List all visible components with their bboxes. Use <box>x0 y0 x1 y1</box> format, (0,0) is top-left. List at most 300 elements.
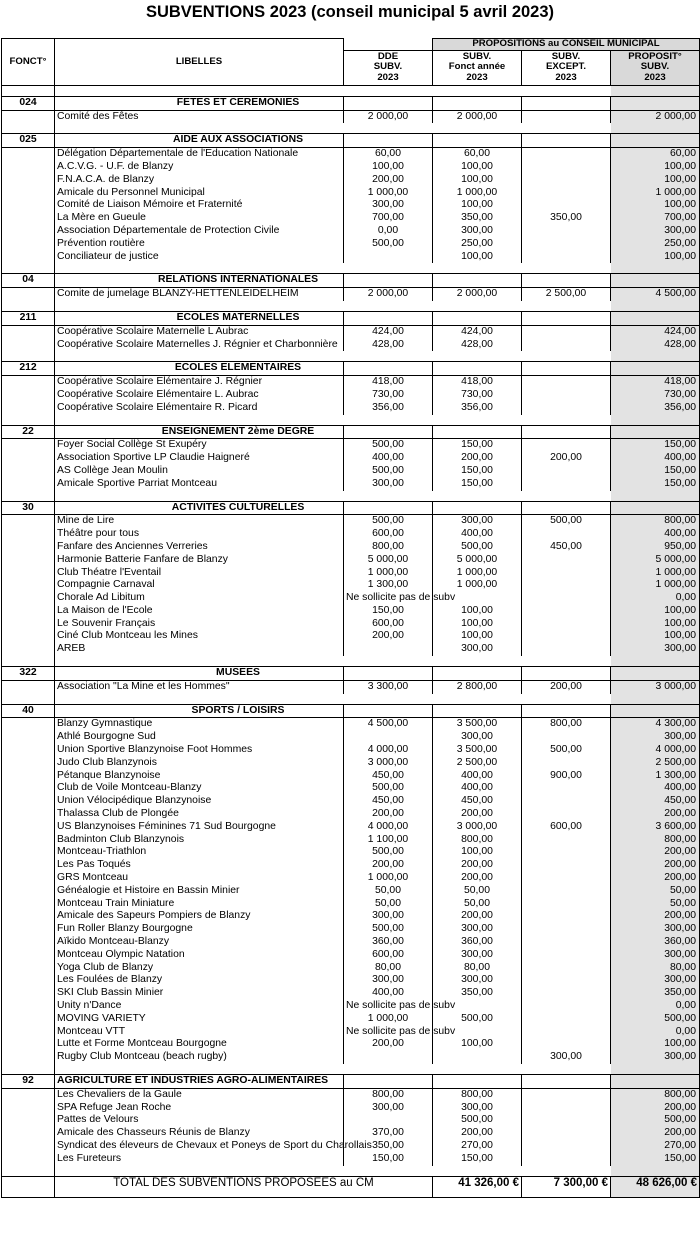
except-value: 800,00 <box>522 718 611 731</box>
fonct-cell <box>2 187 55 200</box>
section-code: 92 <box>2 1074 55 1088</box>
table-row <box>2 949 700 962</box>
except-value <box>522 528 611 541</box>
section-cell <box>522 501 611 515</box>
dde-value: 1 000,00 <box>344 1013 433 1026</box>
spacer-cell <box>611 1166 700 1177</box>
fonct-annee-value: 300,00 <box>433 974 522 987</box>
dde-value: 100,00 <box>344 161 433 174</box>
dde-value: 730,00 <box>344 389 433 402</box>
except-value <box>522 808 611 821</box>
fonct-annee-value: 5 000,00 <box>433 554 522 567</box>
proposit-value: 1 000,00 <box>611 187 700 200</box>
proposit-value: 3 000,00 <box>611 680 700 693</box>
section-cell <box>522 704 611 718</box>
section-code: 30 <box>2 501 55 515</box>
proposit-value: 2 000,00 <box>611 110 700 123</box>
section-cell <box>522 362 611 376</box>
spacer-cell <box>55 1166 344 1177</box>
fonct-cell <box>2 731 55 744</box>
row-label: Lutte et Forme Montceau Bourgogne <box>55 1038 344 1051</box>
fonct-cell <box>2 376 55 389</box>
dde-value: 1 000,00 <box>344 187 433 200</box>
row-label: MOVING VARIETY <box>55 1013 344 1026</box>
section-cell <box>611 425 700 439</box>
dde-value: 1 100,00 <box>344 834 433 847</box>
spacer-cell <box>433 656 522 667</box>
table-row <box>2 1051 700 1064</box>
fonct-annee-value: 200,00 <box>433 872 522 885</box>
row-label: Aïkido Montceau-Blanzy <box>55 936 344 949</box>
section-header <box>2 362 700 376</box>
proposit-value: 400,00 <box>611 782 700 795</box>
table-row <box>2 541 700 554</box>
table-row <box>2 465 700 478</box>
spacer-cell <box>55 415 344 426</box>
except-value: 200,00 <box>522 680 611 693</box>
table-row <box>2 821 700 834</box>
proposit-value: 200,00 <box>611 846 700 859</box>
proposit-value: 700,00 <box>611 212 700 225</box>
table-row <box>2 885 700 898</box>
row-label: A.C.V.G. - U.F. de Blanzy <box>55 161 344 174</box>
section-title: SPORTS / LOISIRS <box>55 704 344 718</box>
fonct-annee-value: 360,00 <box>433 936 522 949</box>
proposit-value: 450,00 <box>611 795 700 808</box>
section-spacer <box>2 301 700 312</box>
section-cell <box>344 134 433 148</box>
fonct-cell <box>2 238 55 251</box>
fonct-cell <box>2 962 55 975</box>
spacer-cell <box>2 351 55 362</box>
spacer-cell <box>344 1064 433 1075</box>
except-value <box>522 554 611 567</box>
section-title: ENSEIGNEMENT 2ème DEGRE <box>55 425 344 439</box>
table-row <box>2 1088 700 1101</box>
except-value <box>522 974 611 987</box>
row-label: Chorale Ad Libitum <box>55 592 344 605</box>
section-header <box>2 501 700 515</box>
proposit-value: 356,00 <box>611 402 700 415</box>
fonct-annee-value: 270,00 <box>433 1140 522 1153</box>
proposit-value: 200,00 <box>611 872 700 885</box>
row-label: Amicale des Sapeurs Pompiers de Blanzy <box>55 910 344 923</box>
except-value <box>522 402 611 415</box>
spacer-cell <box>2 656 55 667</box>
except-value <box>522 643 611 656</box>
row-label: Unity n'Dance <box>55 1000 344 1013</box>
except-value <box>522 885 611 898</box>
dde-value: 370,00 <box>344 1127 433 1140</box>
dde-value: 150,00 <box>344 1153 433 1166</box>
table-row <box>2 251 700 264</box>
table-row <box>2 528 700 541</box>
section-cell <box>611 134 700 148</box>
row-label: Syndicat des éleveurs de Chevaux et Poneys de Sport du Charollais <box>55 1140 344 1153</box>
except-value <box>522 795 611 808</box>
spacer-cell <box>344 1166 433 1177</box>
dde-value: 2 000,00 <box>344 288 433 301</box>
spacer-cell <box>433 263 522 274</box>
section-cell <box>522 96 611 110</box>
except-value <box>522 782 611 795</box>
dde-value: 4 500,00 <box>344 718 433 731</box>
table-row <box>2 605 700 618</box>
row-label: AS Collège Jean Moulin <box>55 465 344 478</box>
except-value <box>522 325 611 338</box>
fonct-annee-value: 100,00 <box>433 1038 522 1051</box>
spacer-cell <box>2 491 55 502</box>
table-row <box>2 744 700 757</box>
proposit-value: 500,00 <box>611 1013 700 1026</box>
section-cell <box>433 1074 522 1088</box>
dde-value: 1 300,00 <box>344 579 433 592</box>
table-row <box>2 859 700 872</box>
table-row <box>2 1114 700 1127</box>
section-cell <box>344 96 433 110</box>
header-except: SUBV. EXCEPT. 2023 <box>522 50 611 85</box>
dde-value: 600,00 <box>344 528 433 541</box>
section-cell <box>344 311 433 325</box>
row-label: Compagnie Carnaval <box>55 579 344 592</box>
fonct-annee-value: 450,00 <box>433 795 522 808</box>
fonct-cell <box>2 592 55 605</box>
table-row <box>2 478 700 491</box>
spacer-cell <box>55 491 344 502</box>
row-label: Les Fureteurs <box>55 1153 344 1166</box>
section-cell <box>433 274 522 288</box>
fonct-annee-value: 200,00 <box>433 808 522 821</box>
except-value <box>522 225 611 238</box>
section-spacer <box>2 491 700 502</box>
section-cell <box>611 1074 700 1088</box>
total-label: TOTAL DES SUBVENTIONS PROPOSEES au CM <box>55 1176 433 1197</box>
dde-value: 400,00 <box>344 452 433 465</box>
spacer-cell <box>522 301 611 312</box>
fonct-cell <box>2 1114 55 1127</box>
fonct-annee-value: 500,00 <box>433 541 522 554</box>
dde-value: 350,00 <box>344 1140 433 1153</box>
fonct-cell <box>2 808 55 821</box>
spacer-cell <box>433 301 522 312</box>
section-code: 22 <box>2 425 55 439</box>
header-fonct-annee: SUBV. Fonct année 2023 <box>433 50 522 85</box>
section-code: 024 <box>2 96 55 110</box>
proposit-value: 200,00 <box>611 1102 700 1115</box>
fonct-annee-value: 356,00 <box>433 402 522 415</box>
dde-value: 200,00 <box>344 808 433 821</box>
row-label: Foyer Social Collège St Exupéry <box>55 439 344 452</box>
spacer-cell <box>611 123 700 134</box>
spacer-cell <box>2 415 55 426</box>
section-cell <box>522 274 611 288</box>
section-header <box>2 667 700 681</box>
dde-value: 300,00 <box>344 478 433 491</box>
fonct-cell <box>2 718 55 731</box>
fonct-cell <box>2 251 55 264</box>
spacer-cell <box>55 1064 344 1075</box>
fonct-annee-value: 350,00 <box>433 987 522 1000</box>
proposit-value: 1 300,00 <box>611 770 700 783</box>
section-cell <box>344 1074 433 1088</box>
dde-value: 80,00 <box>344 962 433 975</box>
section-cell <box>522 134 611 148</box>
spacer-cell <box>522 351 611 362</box>
except-value <box>522 898 611 911</box>
section-title: ECOLES MATERNELLES <box>55 311 344 325</box>
except-value: 600,00 <box>522 821 611 834</box>
spacer-cell <box>2 123 55 134</box>
row-label: Fanfare des Anciennes Verreries <box>55 541 344 554</box>
row-label: Athlé Bourgogne Sud <box>55 731 344 744</box>
table-body <box>2 85 700 1176</box>
spacer-cell <box>433 123 522 134</box>
table-row <box>2 199 700 212</box>
section-spacer <box>2 351 700 362</box>
except-value <box>522 1114 611 1127</box>
header-proposit: PROPOSIT° SUBV. 2023 <box>611 50 700 85</box>
except-value <box>522 936 611 949</box>
row-label: Harmonie Batterie Fanfare de Blanzy <box>55 554 344 567</box>
proposit-value: 80,00 <box>611 962 700 975</box>
fonct-cell <box>2 1153 55 1166</box>
except-value <box>522 174 611 187</box>
except-value <box>522 859 611 872</box>
dde-value: 50,00 <box>344 898 433 911</box>
proposit-value: 300,00 <box>611 923 700 936</box>
fonct-annee-value: 150,00 <box>433 465 522 478</box>
fonct-cell <box>2 630 55 643</box>
header-fonct: FONCT° <box>2 39 55 86</box>
fonct-cell <box>2 554 55 567</box>
section-cell <box>433 362 522 376</box>
section-title: ECOLES ELEMENTAIRES <box>55 362 344 376</box>
fonct-annee-value: 300,00 <box>433 923 522 936</box>
fonct-cell <box>2 515 55 528</box>
fonct-annee-value: 100,00 <box>433 618 522 631</box>
proposit-value: 4 300,00 <box>611 718 700 731</box>
row-label: Montceau VTT <box>55 1026 344 1039</box>
except-value <box>522 757 611 770</box>
proposit-value: 300,00 <box>611 974 700 987</box>
fonct-annee-value: 100,00 <box>433 199 522 212</box>
row-label: Blanzy Gymnastique <box>55 718 344 731</box>
row-label: La Mère en Gueule <box>55 212 344 225</box>
dde-value: 600,00 <box>344 618 433 631</box>
fonct-cell <box>2 402 55 415</box>
fonct-annee-value: 2 800,00 <box>433 680 522 693</box>
fonct-annee-value <box>433 1051 522 1064</box>
fonct-annee-value: 2 500,00 <box>433 757 522 770</box>
row-label: Judo Club Blanzynois <box>55 757 344 770</box>
except-value <box>522 592 611 605</box>
section-spacer <box>2 694 700 705</box>
fonct-cell <box>2 567 55 580</box>
section-spacer <box>2 656 700 667</box>
section-cell <box>344 425 433 439</box>
row-label: Club Théatre l'Eventail <box>55 567 344 580</box>
fonct-annee-value: 1 000,00 <box>433 187 522 200</box>
fonct-cell <box>2 643 55 656</box>
table-row <box>2 974 700 987</box>
dde-value: 60,00 <box>344 148 433 161</box>
spacer-cell <box>433 85 522 96</box>
fonct-cell <box>2 1127 55 1140</box>
proposit-value: 424,00 <box>611 325 700 338</box>
section-spacer <box>2 1064 700 1075</box>
table-row <box>2 212 700 225</box>
table-row <box>2 936 700 949</box>
row-label: Amicale des Chasseurs Réunis de Blanzy <box>55 1127 344 1140</box>
fonct-annee-value: 100,00 <box>433 846 522 859</box>
dde-value <box>344 731 433 744</box>
proposit-value: 730,00 <box>611 389 700 402</box>
except-value <box>522 376 611 389</box>
dde-value: 500,00 <box>344 846 433 859</box>
section-spacer <box>2 263 700 274</box>
fonct-cell <box>2 212 55 225</box>
row-label: Amicale du Personnel Municipal <box>55 187 344 200</box>
proposit-value: 100,00 <box>611 618 700 631</box>
section-cell <box>611 96 700 110</box>
row-label: Pattes de Velours <box>55 1114 344 1127</box>
dde-value: 500,00 <box>344 465 433 478</box>
dde-value: Ne sollicite pas de subv <box>344 592 433 605</box>
table-row <box>2 579 700 592</box>
proposit-value: 950,00 <box>611 541 700 554</box>
dde-value: 800,00 <box>344 541 433 554</box>
spacer-cell <box>611 415 700 426</box>
dde-value: 500,00 <box>344 515 433 528</box>
section-spacer <box>2 123 700 134</box>
section-header <box>2 425 700 439</box>
dde-value <box>344 1051 433 1064</box>
spacer-cell <box>344 123 433 134</box>
except-value <box>522 465 611 478</box>
fonct-cell <box>2 898 55 911</box>
spacer-cell <box>55 123 344 134</box>
dde-value: 1 000,00 <box>344 567 433 580</box>
except-value <box>522 567 611 580</box>
proposit-value: 800,00 <box>611 834 700 847</box>
fonct-cell <box>2 744 55 757</box>
section-header <box>2 134 700 148</box>
table-row <box>2 238 700 251</box>
spacer-cell <box>344 85 433 96</box>
spacer-cell <box>55 656 344 667</box>
section-cell <box>344 362 433 376</box>
fonct-annee-value: 200,00 <box>433 910 522 923</box>
fonct-cell <box>2 1140 55 1153</box>
fonct-annee-value: 730,00 <box>433 389 522 402</box>
section-code: 211 <box>2 311 55 325</box>
except-value: 200,00 <box>522 452 611 465</box>
section-spacer <box>2 85 700 96</box>
section-title: AIDE AUX ASSOCIATIONS <box>55 134 344 148</box>
fonct-annee-value: 400,00 <box>433 770 522 783</box>
spacer-cell <box>611 491 700 502</box>
table-row <box>2 1140 700 1153</box>
spacer-cell <box>433 351 522 362</box>
row-label: Coopérative Scolaire Maternelles J. Régnier et Charbonnière <box>55 339 344 352</box>
table-row <box>2 439 700 452</box>
proposit-value: 300,00 <box>611 1051 700 1064</box>
table-row <box>2 680 700 693</box>
proposit-value: 350,00 <box>611 987 700 1000</box>
fonct-cell <box>2 1102 55 1115</box>
except-value <box>522 1153 611 1166</box>
row-label: Association Sportive LP Claudie Haigneré <box>55 452 344 465</box>
row-label: SKI Club Bassin Minier <box>55 987 344 1000</box>
row-label: SPA Refuge Jean Roche <box>55 1102 344 1115</box>
except-value <box>522 1000 611 1013</box>
except-value <box>522 579 611 592</box>
dde-value: 418,00 <box>344 376 433 389</box>
row-label: F.N.A.C.A. de Blanzy <box>55 174 344 187</box>
dde-value <box>344 1114 433 1127</box>
fonct-annee-value: 350,00 <box>433 212 522 225</box>
proposit-value: 400,00 <box>611 452 700 465</box>
table-row <box>2 187 700 200</box>
dde-value: 500,00 <box>344 782 433 795</box>
except-value <box>522 987 611 1000</box>
section-cell <box>433 425 522 439</box>
proposit-value: 100,00 <box>611 251 700 264</box>
proposit-value: 800,00 <box>611 1088 700 1101</box>
except-value <box>522 618 611 631</box>
proposit-value: 0,00 <box>611 592 700 605</box>
proposit-value: 400,00 <box>611 528 700 541</box>
fonct-annee-value: 2 000,00 <box>433 288 522 301</box>
except-value <box>522 846 611 859</box>
spacer-cell <box>433 1166 522 1177</box>
fonct-annee-value: 500,00 <box>433 1013 522 1026</box>
fonct-annee-value: 300,00 <box>433 949 522 962</box>
fonct-cell <box>2 161 55 174</box>
dde-value: 3 000,00 <box>344 757 433 770</box>
table-row <box>2 770 700 783</box>
spacer-cell <box>522 123 611 134</box>
dde-value: 300,00 <box>344 199 433 212</box>
section-cell <box>522 1074 611 1088</box>
fonct-cell <box>2 680 55 693</box>
proposit-value: 418,00 <box>611 376 700 389</box>
fonct-cell <box>2 923 55 936</box>
spacer-cell <box>2 694 55 705</box>
fonct-cell <box>2 618 55 631</box>
section-cell <box>611 501 700 515</box>
except-value <box>522 872 611 885</box>
spacer-cell <box>522 491 611 502</box>
except-value <box>522 199 611 212</box>
header-propositions: PROPOSITIONS au CONSEIL MUNICIPAL <box>433 39 700 51</box>
header-libelles: LIBELLES <box>55 39 344 86</box>
spacer-cell <box>611 85 700 96</box>
section-cell <box>611 362 700 376</box>
section-cell <box>344 501 433 515</box>
except-value <box>522 1026 611 1039</box>
table-row <box>2 515 700 528</box>
proposit-value: 1 000,00 <box>611 567 700 580</box>
table-row <box>2 782 700 795</box>
proposit-value: 300,00 <box>611 731 700 744</box>
proposit-value: 100,00 <box>611 1038 700 1051</box>
total-proposit: 48 626,00 € <box>611 1176 700 1197</box>
proposit-value: 100,00 <box>611 630 700 643</box>
subsidies-table <box>1 38 700 1198</box>
spacer-cell <box>2 1166 55 1177</box>
section-cell <box>433 501 522 515</box>
